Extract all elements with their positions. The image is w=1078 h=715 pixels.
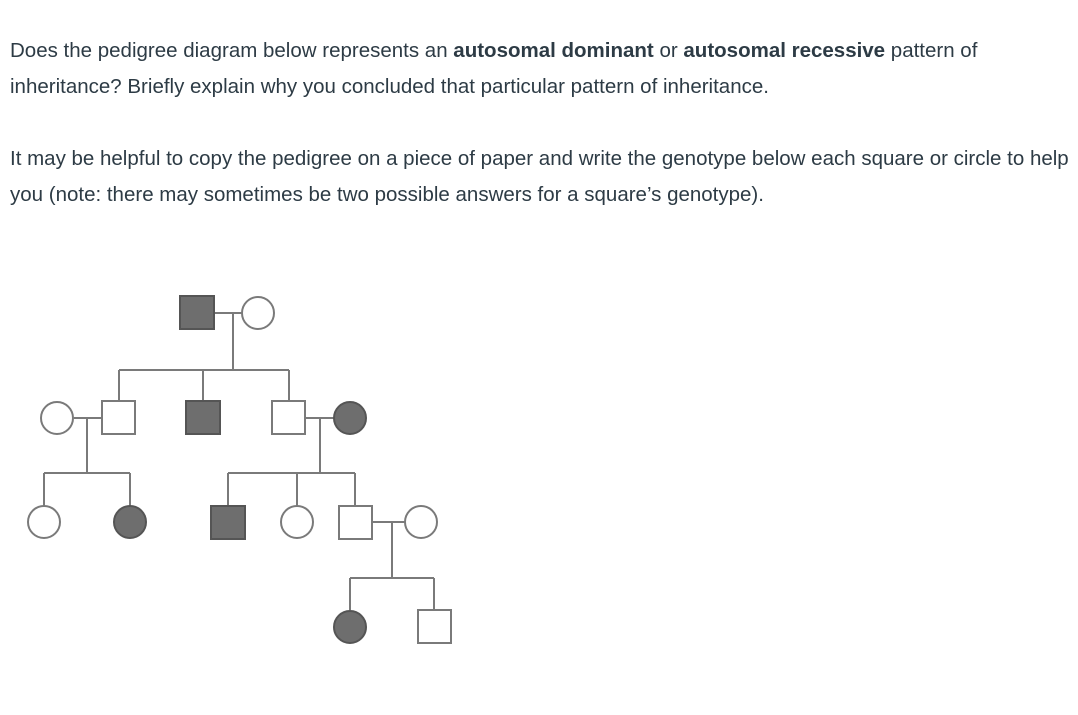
affected-female-symbol: [334, 402, 366, 434]
unaffected-female-symbol: [281, 506, 313, 538]
unaffected-female-symbol: [405, 506, 437, 538]
unaffected-female-symbol: [41, 402, 73, 434]
unaffected-male-symbol: [339, 506, 372, 539]
unaffected-male-symbol: [272, 401, 305, 434]
autosomal-dominant-term: autosomal dominant: [453, 39, 654, 62]
unaffected-female-symbol: [242, 297, 274, 329]
question-paragraph-2: It may be helpful to copy the pedigree on a piece of paper and write the genotype below each square or circle to help you (note: there may sometimes be two possible answers for a square’s genotype).: [10, 147, 1069, 206]
affected-female-symbol: [334, 611, 366, 643]
affected-male-symbol: [180, 296, 214, 329]
affected-male-symbol: [186, 401, 220, 434]
affected-male-symbol: [211, 506, 245, 539]
unaffected-female-symbol: [28, 506, 60, 538]
affected-female-symbol: [114, 506, 146, 538]
unaffected-male-symbol: [102, 401, 135, 434]
unaffected-male-symbol: [418, 610, 451, 643]
question-text-segment: Does the pedigree diagram below represents an: [10, 39, 454, 62]
question-text-segment: pattern of inheritance? Briefly explain why you concluded that particular pattern of inheritance.: [10, 39, 978, 98]
autosomal-recessive-term: autosomal recessive: [683, 39, 886, 62]
question-text-segment: or: [653, 39, 684, 62]
pedigree-lines: [44, 313, 434, 610]
